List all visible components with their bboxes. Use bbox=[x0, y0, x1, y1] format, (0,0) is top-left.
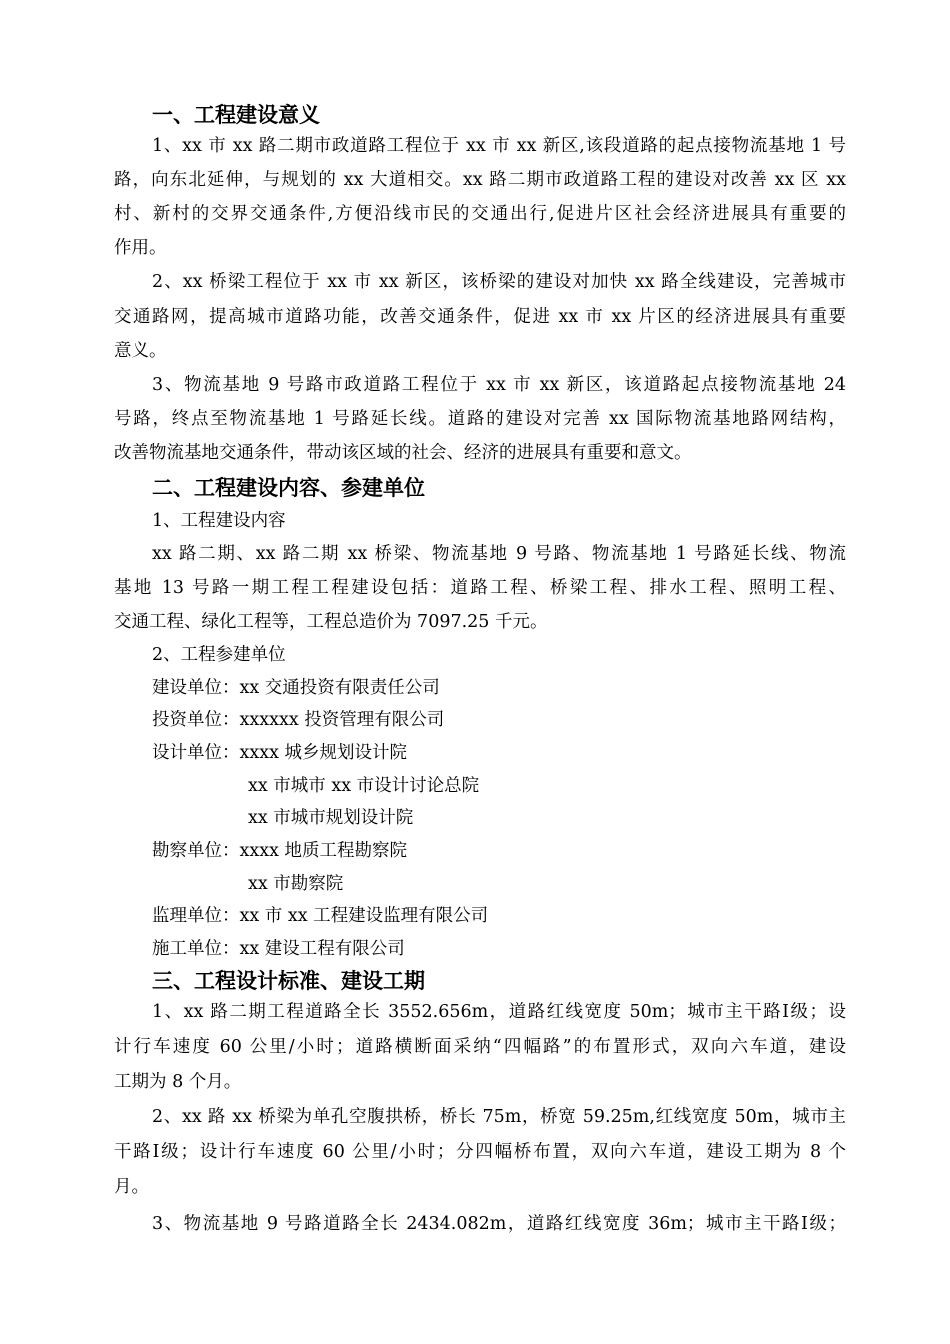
unit-line: 勘察单位：xxxx 地质工程勘察院 bbox=[152, 841, 408, 861]
unit-line: 监理单位：xx 市 xx 工程建设监理有限公司 bbox=[152, 906, 489, 926]
paragraph-line: 改善物流基地交通条件，带动该区域的社会、经济的进展具有重要和意文。 bbox=[114, 443, 692, 463]
unit-line: xx 市勘察院 bbox=[248, 874, 344, 894]
unit-line: 投资单位：xxxxxx 投资管理有限公司 bbox=[152, 710, 445, 730]
paragraph-line: 交通工程、绿化工程等，工程总造价为 7097.25 千元。 bbox=[114, 612, 548, 632]
unit-line: 建设单位：xx 交通投资有限责任公司 bbox=[152, 678, 440, 698]
subheading: 1、工程建设内容 bbox=[152, 511, 286, 531]
paragraph-line: 3、物流基地 9 号路市政道路工程位于 xx 市 xx 新区，该道路起点接物流基地 24 bbox=[152, 375, 846, 395]
paragraph-line: 计行车速度 60 公里/小时；道路横断面采纳“四幅路”的布置形式，双向六车道，建设 bbox=[114, 1037, 846, 1057]
section-heading-3: 三、工程设计标准、建设工期 bbox=[152, 969, 425, 993]
subheading: 2、工程参建单位 bbox=[152, 645, 286, 665]
paragraph-line: 月。 bbox=[114, 1177, 149, 1197]
paragraph-line: 2、xx 路 xx 桥梁为单孔空腹拱桥，桥长 75m，桥宽 59.25m,红线宽度 50m，城市主 bbox=[152, 1107, 846, 1127]
paragraph-line: 干路Ⅰ级；设计行车速度 60 公里/小时；分四幅桥布置，双向六车道，建设工期为 8 个 bbox=[114, 1142, 846, 1162]
paragraph-line: 交通路网，提高城市道路功能，改善交通条件，促进 xx 市 xx 片区的经济进展具有重要 bbox=[114, 307, 846, 327]
unit-line: xx 市城市规划设计院 bbox=[248, 808, 414, 828]
paragraph-line: 作用。 bbox=[114, 238, 167, 258]
paragraph-line: 2、xx 桥梁工程位于 xx 市 xx 新区，该桥梁的建设对加快 xx 路全线建设，完善城市 bbox=[152, 272, 846, 292]
paragraph-line: 3、物流基地 9 号路道路全长 2434.082m，道路红线宽度 36m；城市主干路Ⅰ级； bbox=[152, 1214, 846, 1234]
paragraph-line: 意义。 bbox=[114, 341, 167, 361]
section-heading-2: 二、工程建设内容、参建单位 bbox=[152, 476, 425, 500]
paragraph-line: 1、xx 市 xx 路二期市政道路工程位于 xx 市 xx 新区,该段道路的起点接物流基地 1 号 bbox=[152, 136, 846, 156]
section-heading-1: 一、工程建设意义 bbox=[152, 103, 320, 127]
paragraph-line: 基地 13 号路一期工程工程建设包括：道路工程、桥梁工程、排水工程、照明工程、 bbox=[114, 578, 846, 598]
paragraph-line: 路，向东北延伸，与规划的 xx 大道相交。xx 路二期市政道路工程的建设对改善 xx 区 xx bbox=[114, 170, 846, 190]
unit-line: 设计单位：xxxx 城乡规划设计院 bbox=[152, 743, 408, 763]
paragraph-line: 号路，终点至物流基地 1 号路延长线。道路的建设对完善 xx 国际物流基地路网结构， bbox=[114, 409, 846, 429]
unit-line: 施工单位：xx 建设工程有限公司 bbox=[152, 939, 405, 959]
paragraph-line: xx 路二期、xx 路二期 xx 桥梁、物流基地 9 号路、物流基地 1 号路延长线、物流 bbox=[152, 544, 846, 564]
unit-line: xx 市城市 xx 市设计讨论总院 bbox=[248, 776, 480, 796]
paragraph-line: 1、xx 路二期工程道路全长 3552.656m，道路红线宽度 50m；城市主干路Ⅰ级；设 bbox=[152, 1002, 846, 1022]
paragraph-line: 村、新村的交界交通条件,方便沿线市民的交通出行,促进片区社会经济进展具有重要的 bbox=[114, 204, 846, 224]
paragraph-line: 工期为 8 个月。 bbox=[114, 1072, 242, 1092]
